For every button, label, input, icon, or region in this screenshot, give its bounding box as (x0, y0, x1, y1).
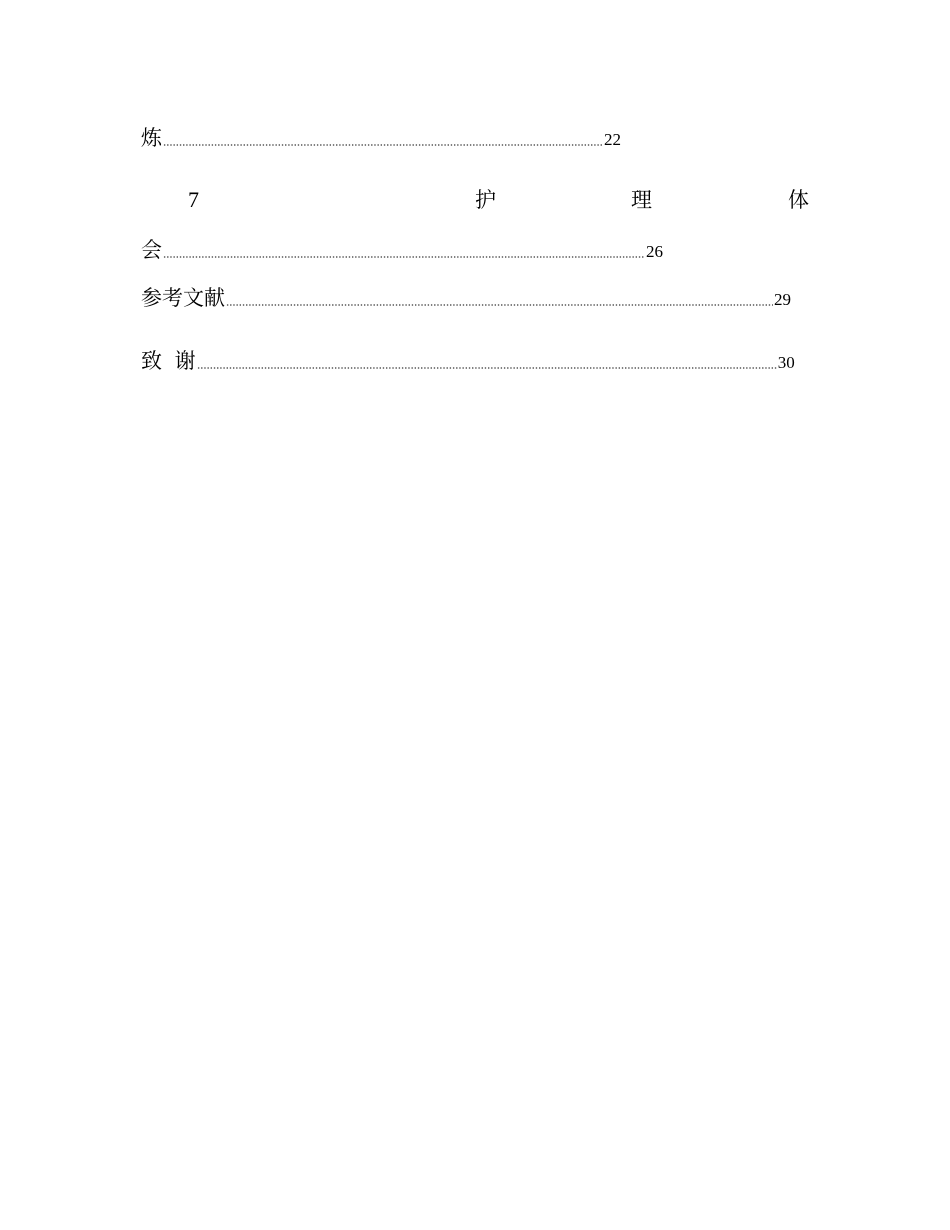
toc-entry-4-title: 致 谢 (141, 349, 196, 373)
toc-entry-1-title: 炼 (141, 126, 162, 150)
toc-entry-2-page: 26 (646, 242, 663, 261)
dot-leader (163, 256, 645, 258)
dot-leader (197, 367, 777, 369)
toc-entry-1[interactable] (141, 121, 621, 151)
toc-entry-2-char-1: 护 (475, 188, 496, 212)
toc-entry-2-heading[interactable] (141, 184, 811, 216)
toc-entry-2-continuation-text: 会 (141, 238, 162, 262)
toc-entry-1-page: 22 (604, 130, 621, 149)
toc-entry-4-page: 30 (777, 353, 795, 372)
toc-entry-2-char-3: 体 (788, 188, 809, 212)
toc-entry-2-continuation[interactable] (141, 233, 663, 263)
toc-entry-3-page: 29 (774, 290, 791, 309)
toc-entry-2-char-2: 理 (631, 188, 652, 212)
toc-entry-3[interactable] (141, 281, 791, 311)
dot-leader (226, 304, 773, 306)
toc-entry-4[interactable] (141, 344, 795, 374)
dot-leader (163, 144, 603, 146)
toc-entry-2-number: 7 (188, 187, 199, 212)
toc-entry-3-title: 参考文献 (141, 286, 225, 310)
